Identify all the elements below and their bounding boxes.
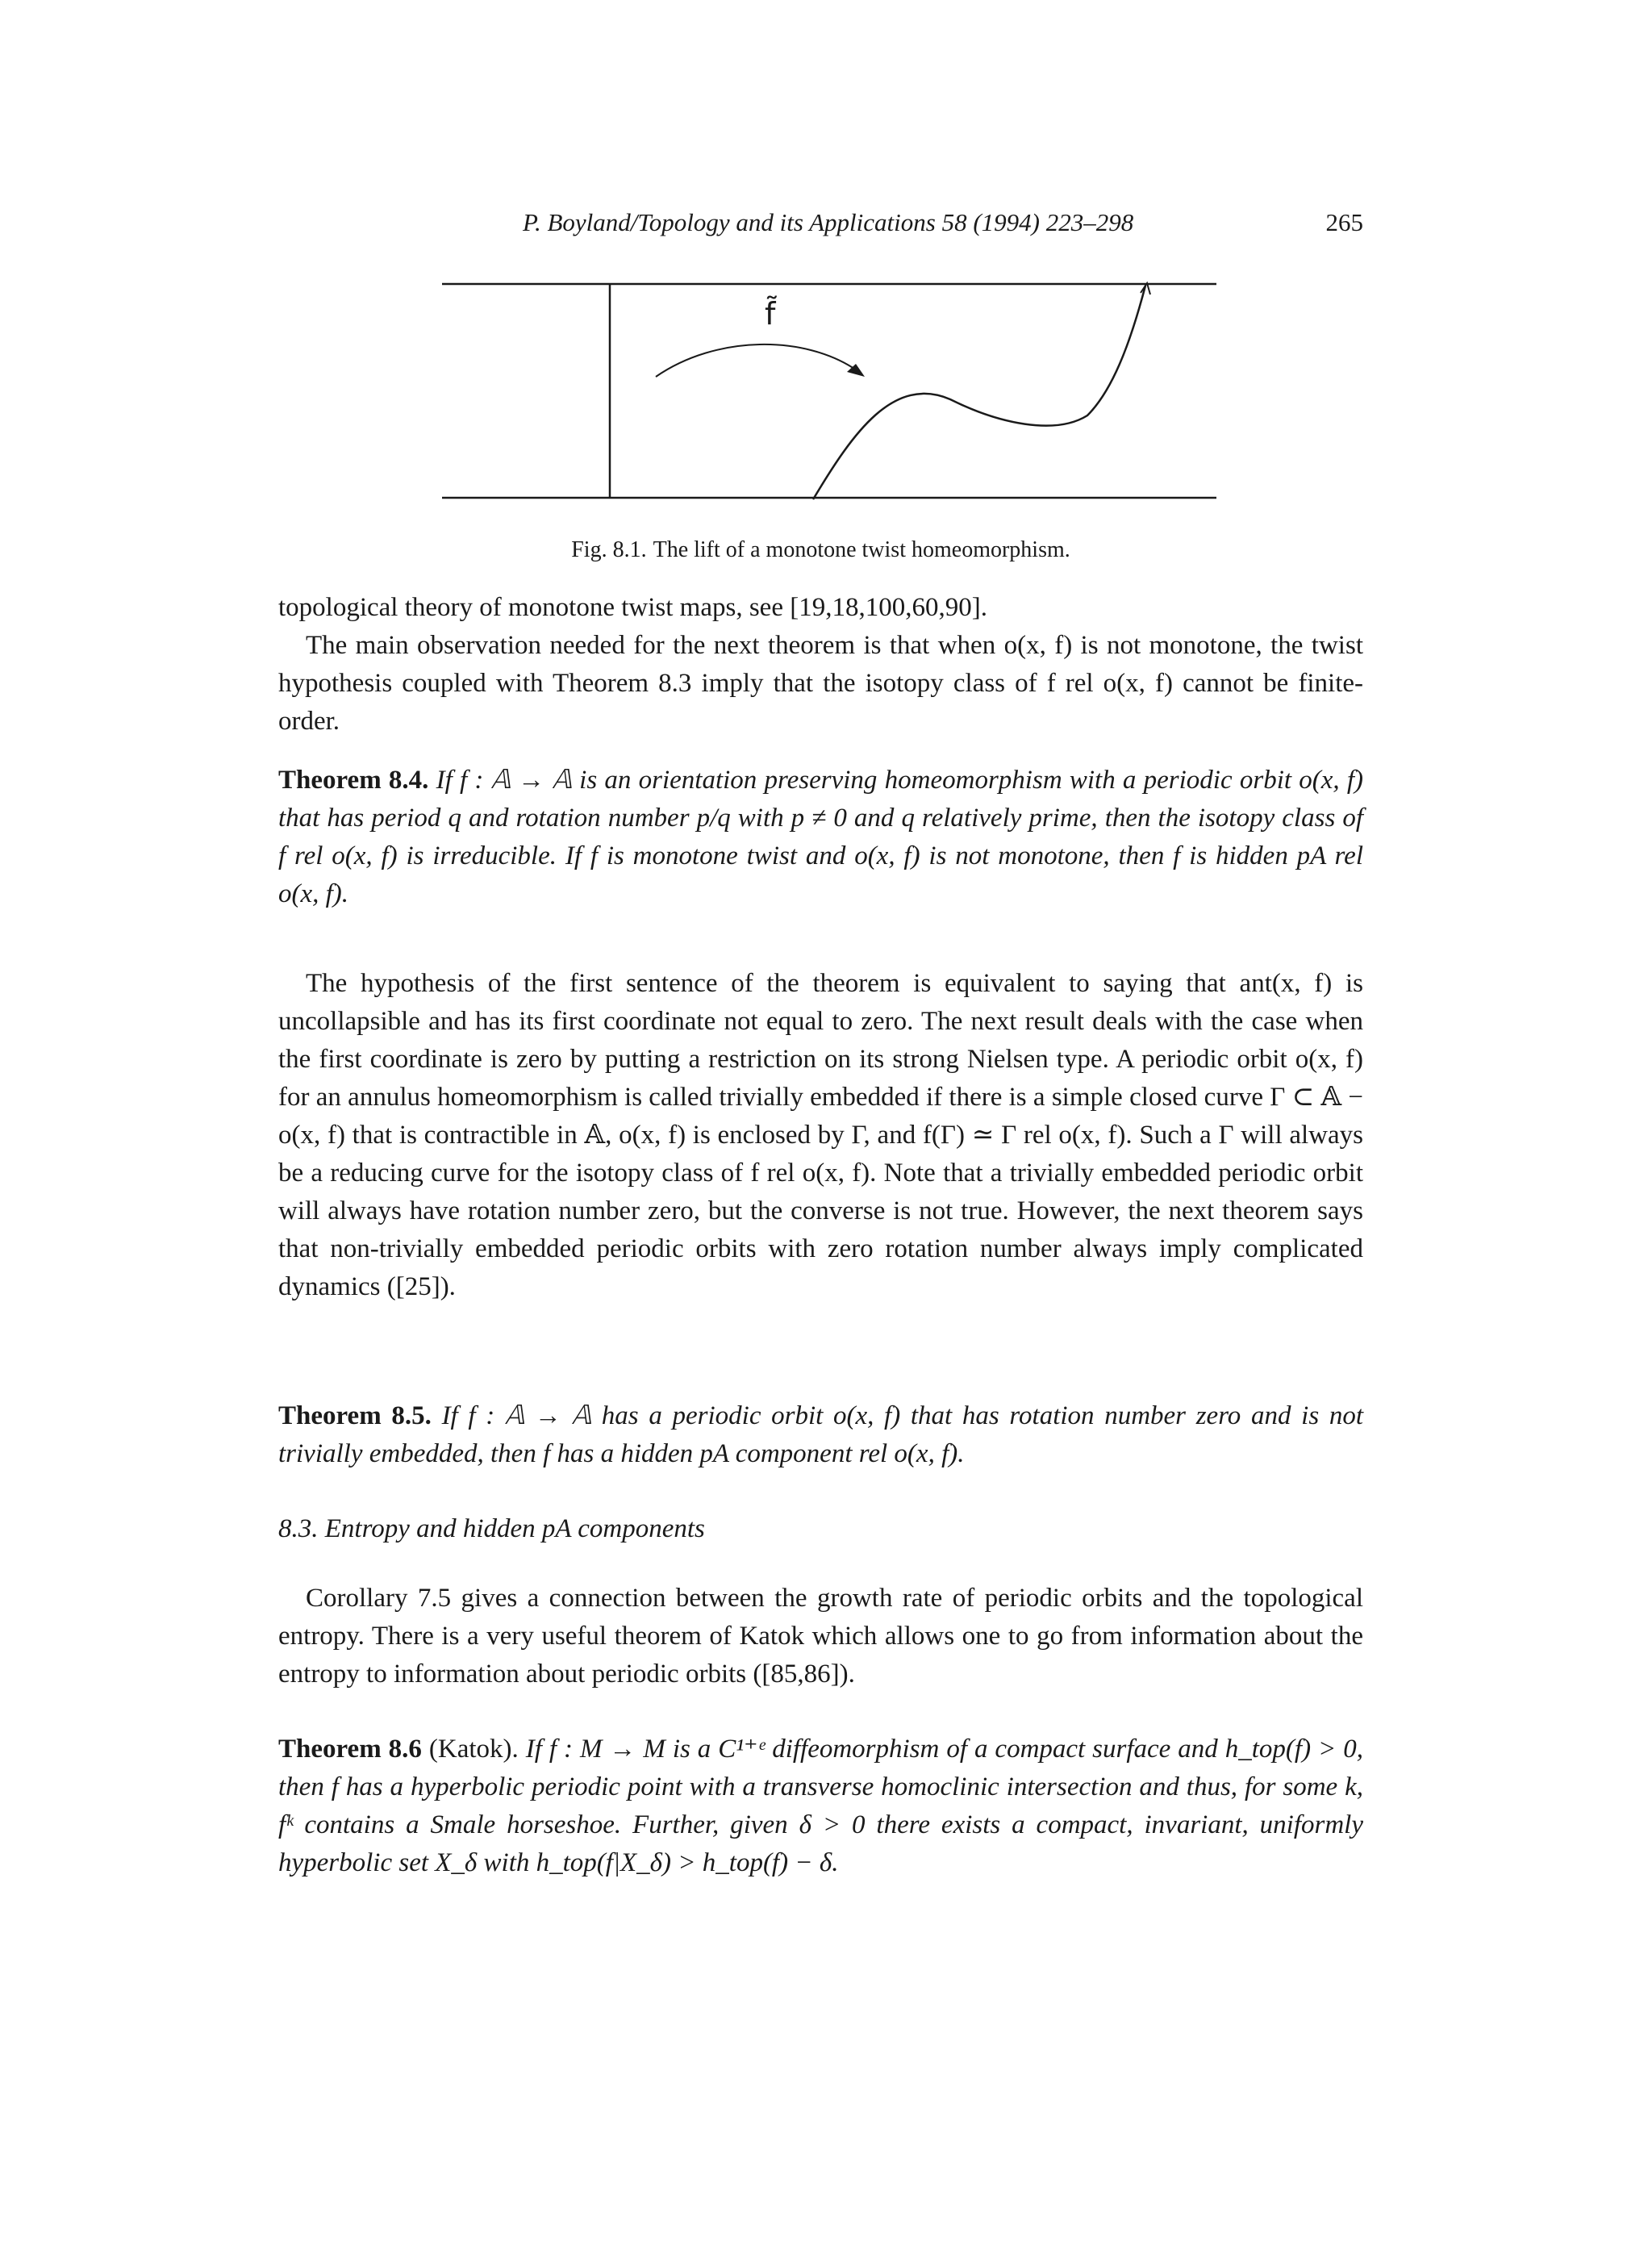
lifted-curve xyxy=(813,286,1145,499)
paragraph-text: Corollary 7.5 gives a connection between the growth rate of periodic orbits and the topological entropy. There is a very useful theorem of Katok which allows one to go from information about the entropy to information about periodic orbits ([85,86]). xyxy=(278,1584,1363,1689)
map-arrow xyxy=(656,344,857,377)
figure-8-1 xyxy=(442,278,1216,520)
section-title: 8.3. Entropy and hidden pA components xyxy=(278,1514,705,1543)
theorem-attribution: (Katok). xyxy=(428,1735,519,1764)
figure-caption xyxy=(278,537,1363,563)
theorem-8-4 xyxy=(278,762,1363,913)
theorem-statement: If f : 𝔸 → 𝔸 has a periodic orbit o(x, f) that has rotation number zero and is not trivially embedded, then f has a hidden pA component rel o(x, f). xyxy=(278,1401,1364,1468)
journal-citation: P. Boyland/Topology and its Applications 58 (1994) 223–298 xyxy=(523,208,1134,236)
paragraph-katok-intro xyxy=(278,1580,1363,1693)
theorem-heading: Theorem 8.5. xyxy=(278,1401,432,1430)
page-number: 265 xyxy=(1325,208,1363,236)
caption-text: The lift of a monotone twist homeomorphism. xyxy=(653,537,1070,562)
paragraph-text: The main observation needed for the next theorem is that when o(x, f) is not monotone, the twist hypothesis coupled with Theorem 8.3 imply that the isotopy class of f rel o(x, f) cannot be finite-order. xyxy=(278,631,1363,736)
theorem-heading: Theorem 8.4. xyxy=(278,766,429,795)
twist-lift-diagram xyxy=(442,278,1216,520)
theorem-statement: If f : M → M is a C¹⁺ᵉ diffeomorphism of a compact surface and h_top(f) > 0, then f has a hyperbolic periodic point with a transverse homoclinic intersection and thus, for some k, fᵏ contains a Smale horseshoe. Further, given δ > 0 there exists a compact, invariant, uniformly hyperbolic set X_δ with h_top(f|X_δ) > h_top(f) − δ. xyxy=(278,1735,1364,1877)
paragraph-main-observation xyxy=(278,627,1363,741)
paragraph-text: The hypothesis of the first sentence of the theorem is equivalent to saying that ant(x, f) is uncollapsible and has its first coordinate not equal to zero. The next result deals with the case when the first coordinate is zero by putting a restriction on its strong Nielsen type. A periodic orbit o(x, f) for an annulus homeomorphism is called trivially embedded if there is a simple closed curve Γ ⊂ 𝔸 − o(x, f) that is contractible in 𝔸, o(x, f) is enclosed by Γ, and f(Γ) ≃ Γ rel o(x, f). Such a Γ will always be a reducing curve for the isotopy class of f rel o(x, f). Note that a trivially embedded periodic orbit will always have rotation number zero, but the converse is not true. However, the next theorem says that non-trivially embedded periodic orbits with zero rotation number always imply complicated dynamics ([25]). xyxy=(278,969,1363,1301)
section-heading-8-3 xyxy=(278,1510,1363,1548)
theorem-8-5 xyxy=(278,1397,1363,1473)
theorem-8-6 xyxy=(278,1730,1363,1882)
paragraph-trivially-embedded xyxy=(278,965,1363,1306)
running-header xyxy=(278,208,1363,244)
map-label: f̃ xyxy=(765,296,776,332)
caption-label: Fig. 8.1. xyxy=(571,537,647,562)
theorem-statement: If f : 𝔸 → 𝔸 is an orientation preserving homeomorphism with a periodic orbit o(x, f) that has period q and rotation number p/q with p ≠ 0 and q relatively prime, then the isotopy class of f rel o(x, f) is irreducible. If f is monotone twist and o(x, f) is not monotone, then f is hidden pA rel o(x, f). xyxy=(278,766,1364,908)
paragraph-text: topological theory of monotone twist maps, see [19,18,100,60,90]. xyxy=(278,593,987,622)
paragraph-continuation xyxy=(278,589,1363,627)
theorem-heading: Theorem 8.6 xyxy=(278,1735,422,1764)
